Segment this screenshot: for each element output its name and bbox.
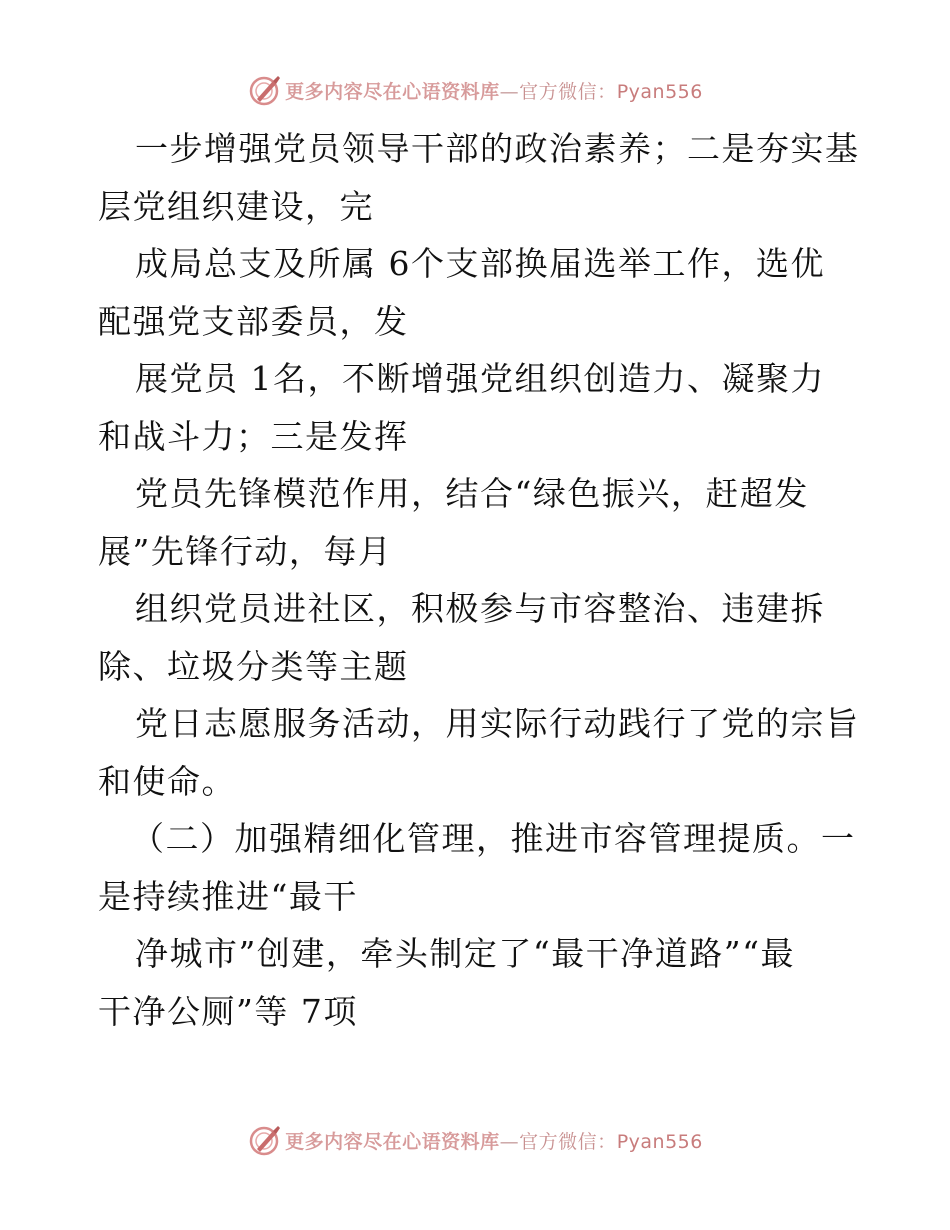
body-line: 展”先锋行动，每月 (98, 531, 393, 571)
footer-watermark (0, 1120, 950, 1160)
body-line: 除、垃圾分类等主题 (98, 646, 409, 686)
watermark-site-text: 更多内容尽在心语资料库 (285, 80, 500, 103)
body-line: 和使命。 (98, 761, 236, 801)
watermark-site-text: 更多内容尽在心语资料库 (285, 1130, 500, 1153)
watermark-wechat-label: 官方微信： (519, 80, 617, 103)
body-line: （二）加强精细化管理，推进市容管理提质。一 (131, 819, 856, 858)
body-line: 成局总支及所属 6个支部换届选举工作，选优 (135, 244, 825, 283)
watermark-dash: — (499, 80, 520, 103)
header-watermark (0, 70, 950, 110)
body-line: 配强党支部委员，发 (98, 301, 409, 341)
body-line: 党员先锋模范作用，结合“绿色振兴，赶超发 (135, 474, 809, 513)
watermark-wechat-id: Pyan556 (616, 1130, 703, 1153)
watermark-wechat-label: 官方微信： (519, 1130, 617, 1153)
body-line: 干净公厕”等 7项 (98, 991, 358, 1031)
body-line: 和战斗力；三是发挥 (98, 416, 409, 456)
body-line: 是持续推进“最干 (98, 876, 358, 916)
brand-logo-icon (247, 1123, 281, 1157)
body-line: 一步增强党员领导干部的政治素养；二是夯实基 (135, 129, 860, 168)
watermark-dash: — (499, 1130, 520, 1153)
watermark-wechat-id: Pyan556 (616, 80, 703, 103)
document-body (98, 120, 868, 1040)
body-line: 净城市”创建，牵头制定了“最干净道路”“最 (135, 934, 795, 973)
body-line: 党日志愿服务活动，用实际行动践行了党的宗旨 (135, 704, 860, 743)
body-line: 展党员 1名，不断增强党组织创造力、凝聚力 (135, 359, 825, 398)
brand-logo-icon (247, 73, 281, 107)
body-line: 层党组织建设，完 (98, 186, 374, 226)
body-line: 组织党员进社区，积极参与市容整治、违建拆 (135, 589, 825, 628)
